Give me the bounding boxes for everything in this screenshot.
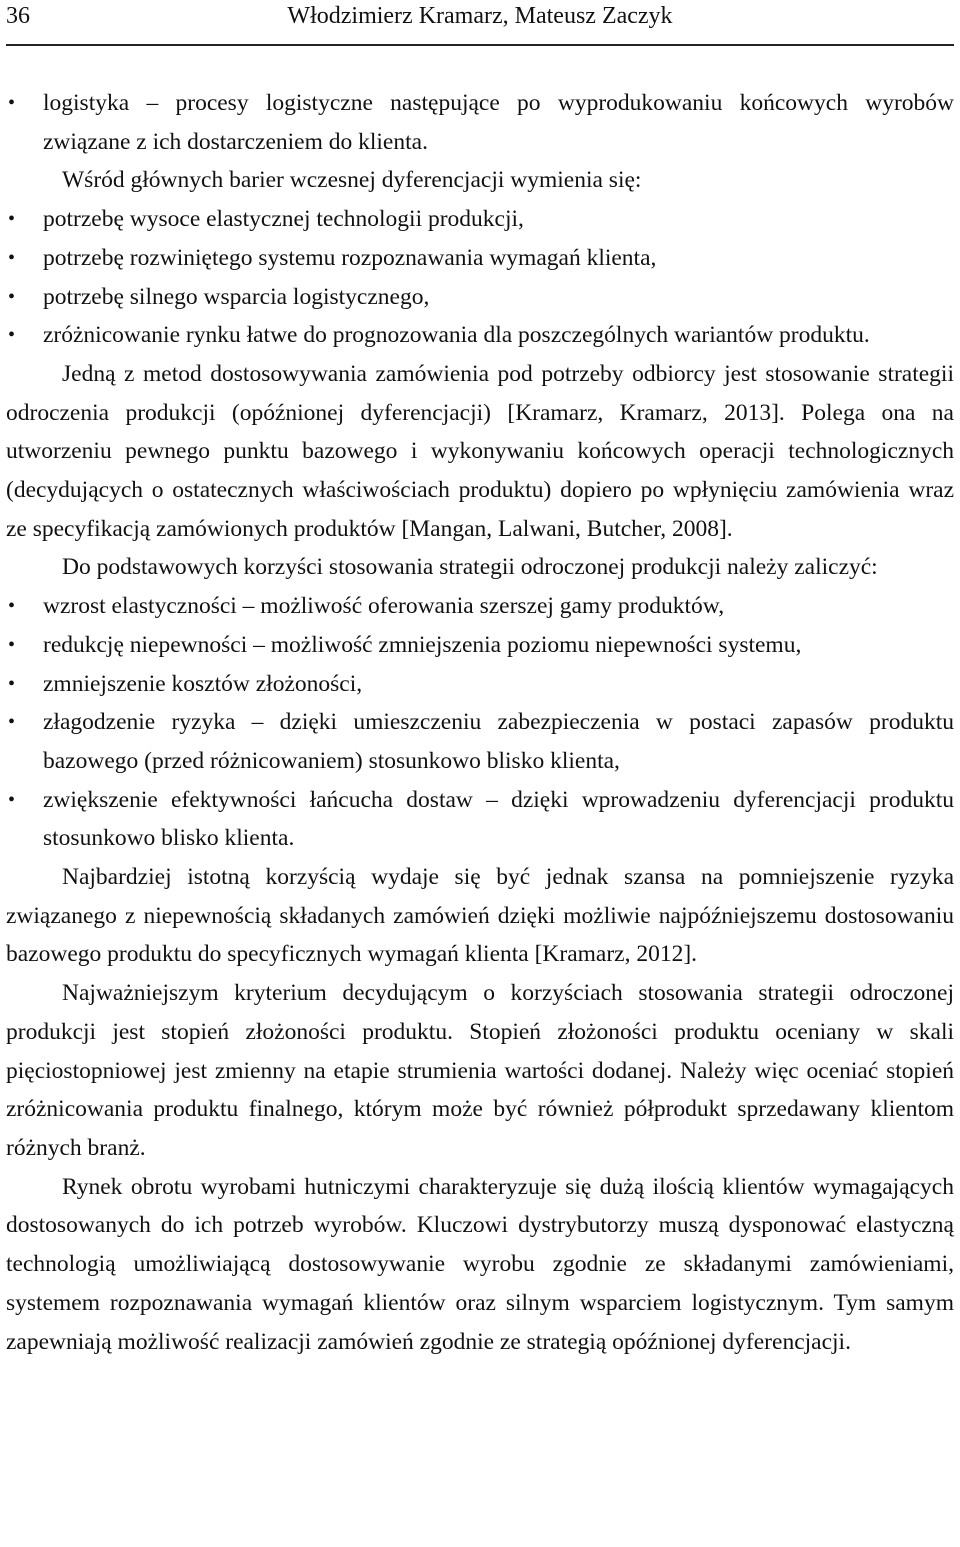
running-head: Włodzimierz Kramarz, Mateusz Zaczyk [287, 3, 673, 29]
bullet-icon: • [8, 672, 16, 695]
bullet-icon: • [8, 711, 16, 734]
list-item-text: wzrost elastyczności – możliwość oferowania szerszej gamy produktów, [43, 593, 725, 620]
list-item [6, 316, 954, 355]
list-item-text: logistyka – procesy logistyczne następujące po wyprodukowaniu końcowych wyrobów związane z ich dostarczeniem do klienta. [43, 90, 954, 155]
bullet-list-3 [6, 587, 954, 858]
bullet-icon: • [8, 92, 16, 114]
list-item [6, 239, 954, 278]
bullet-icon: • [8, 246, 16, 269]
list-item [6, 703, 954, 780]
list-item-text: zróżnicowanie rynku łatwe do prognozowania dla poszczególnych wariantów produktu. [43, 322, 870, 349]
list-item [6, 278, 954, 317]
list-item [6, 665, 954, 704]
bullet-icon: • [8, 633, 16, 656]
list-item [6, 587, 954, 626]
list-item-text: złagodzenie ryzyka – dzięki umieszczeniu zabezpieczenia w postaci zapasów produktu bazowego (przed różnicowaniem) stosunkowo blisko klienta, [43, 709, 954, 774]
list-item-text: potrzebę wysoce elastycznej technologii produkcji, [43, 206, 524, 233]
list-item-text: potrzebę rozwiniętego systemu rozpoznawania wymagań klienta, [43, 244, 657, 271]
paragraph-steel-market: Rynek obrotu wyrobami hutniczymi charakteryzuje się dużą ilością klientów wymagających dostosowanych do ich potrzeb wyrobów. Kluczowi dystrybutorzy muszą dysponować elastyczną technologią umożliwiającą dostosowywanie wyrobu zgodnie ze składanymi zamówieniami, systemem rozpoznawania wymagań klientów oraz silnym wsparciem logistycznym. Tym samym zapewniają możliwość realizacji zamówień zgodnie ze strategią opóźnionej dyferencjacji. [6, 1173, 954, 1355]
list-item-text: zmniejszenie kosztów złożoności, [43, 670, 363, 697]
list-item-text: potrzebę silnego wsparcia logistycznego, [43, 283, 430, 310]
list-item [6, 626, 954, 665]
list-item [6, 781, 954, 858]
bullet-icon: • [8, 595, 16, 618]
bullet-icon: • [8, 324, 16, 347]
bullet-list-1 [6, 84, 954, 161]
bullet-icon: • [8, 285, 16, 308]
paragraph-criterion: Najważniejszym kryterium decydującym o korzyściach stosowania strategii odroczonej produkcji jest stopień złożoności produktu. Stopień złożoności produktu oceniany w skali pięciostopniowej jest zmienny na etapie strumienia wartości dodanej. Należy więc oceniać stopień zróżnicowania produktu finalnego, którym może być również półprodukt sprzedawany klientom różnych branż. [6, 980, 954, 1161]
page-body [6, 84, 954, 1361]
bullet-list-2 [6, 200, 954, 355]
list-item [6, 200, 954, 239]
page-header [6, 0, 954, 46]
bullet-icon: • [8, 208, 16, 231]
paragraph-postponement: Jedną z metod dostosowywania zamówienia pod potrzeby odbiorcy jest stosowanie strategii odroczenia produkcji (opóźnionej dyferencjacji) [Kramarz, Kramarz, 2013]. Polega ona na utworzeniu pewnego punktu bazowego i wykonywaniu końcowych operacji technologicznych (decydujących o ostatecznych właściwościach produktu) dopiero po wpłynięciu zamówienia wraz ze specyfikacją zamówionych produktów [Mangan, Lalwani, Butcher, 2008]. [6, 360, 954, 542]
paragraph-main-benefit: Najbardziej istotną korzyścią wydaje się być jednak szansa na pomniejszenie ryzyka związanego z niepewnością składanych zamówień dzięki możliwie najpóźniejszemu dostosowaniu bazowego produktu do specyficznych wymagań klienta [Kramarz, 2012]. [6, 864, 954, 968]
list-item-text: zwiększenie efektywności łańcucha dostaw – dzięki wprowadzeniu dyferencjacji produktu stosunkowo blisko klienta. [43, 786, 954, 852]
paragraph-benefits-intro: Do podstawowych korzyści stosowania strategii odroczonej produkcji należy zaliczyć: [62, 554, 878, 581]
page-number: 36 [6, 3, 30, 29]
list-item [6, 84, 954, 161]
bullet-icon: • [8, 788, 16, 811]
list-item-text: redukcję niepewności – możliwość zmniejszenia poziomu niepewności systemu, [43, 631, 802, 658]
paragraph-barriers-intro: Wśród głównych barier wczesnej dyferencjacji wymienia się: [62, 167, 642, 194]
